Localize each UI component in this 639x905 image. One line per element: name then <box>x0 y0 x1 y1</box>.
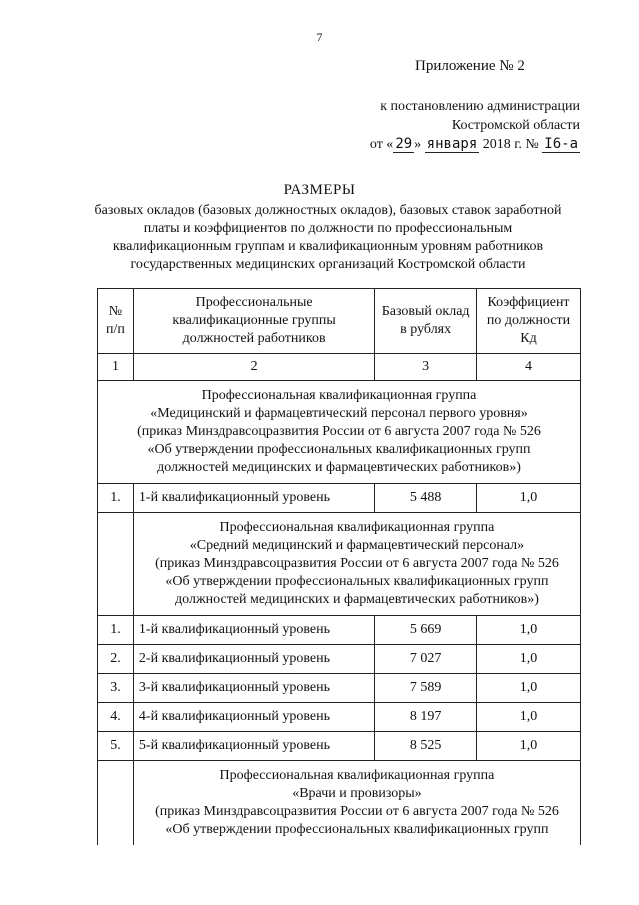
group-line: Профессиональная квалификационная группа <box>219 520 495 535</box>
row-number: 1. <box>98 616 134 645</box>
index-cell: 4 <box>477 354 581 381</box>
row-salary: 5 669 <box>375 616 477 645</box>
group-3-description <box>133 761 580 846</box>
decree-number: I6-а <box>544 136 578 152</box>
group-header-row <box>98 761 581 846</box>
table-index-row <box>98 354 581 381</box>
row-level: 4-й квалификационный уровень <box>133 703 374 732</box>
group-line: «Средний медицинский и фармацевтический персонал» <box>189 538 525 553</box>
row-level: 2-й квалификационный уровень <box>133 645 374 674</box>
decree-date-line <box>360 135 580 154</box>
row-coefficient: 1,0 <box>477 645 581 674</box>
index-cell: 1 <box>98 354 134 381</box>
row-level: 3-й квалификационный уровень <box>133 674 374 703</box>
table-row <box>98 484 581 513</box>
row-salary: 7 027 <box>375 645 477 674</box>
table-row <box>98 703 581 732</box>
group-line: «Врачи и провизоры» <box>292 786 422 801</box>
group-line: «Об утверждении профессиональных квалификационных групп <box>165 822 549 837</box>
decree-reference <box>360 97 580 154</box>
header-group: Профессиональные квалификационные группы должностей работников <box>133 289 374 354</box>
group-line: должностей медицинских и фармацевтических работников») <box>157 460 521 475</box>
group-empty-cell <box>98 761 134 846</box>
group-1-description <box>98 381 581 484</box>
row-coefficient: 1,0 <box>477 732 581 761</box>
appendix-label: Приложение № 2 <box>415 58 525 74</box>
salary-table <box>97 288 581 845</box>
decree-month: января <box>426 136 478 152</box>
decree-quote-close: » <box>414 137 422 152</box>
table-row <box>98 732 581 761</box>
group-line: Профессиональная квалификационная группа <box>219 768 495 783</box>
decree-line-2: Костромской области <box>451 118 580 133</box>
group-header-row <box>98 513 581 616</box>
table-row <box>98 645 581 674</box>
group-line: (приказ Минздравсоцразвития России от 6 августа 2007 года № 526 <box>137 424 541 439</box>
group-line: «Медицинский и фармацевтический персонал первого уровня» <box>150 406 528 421</box>
document-subtitle: базовых окладов (базовых должностных окладов), базовых ставок заработной платы и коэффициентов по должности по профессиональным квалификационным группам и квалификационным уровням работников государственных медицинских организаций Костромской области <box>94 203 562 272</box>
row-coefficient: 1,0 <box>477 703 581 732</box>
index-cell: 3 <box>375 354 477 381</box>
group-line: «Об утверждении профессиональных квалификационных групп <box>147 442 531 457</box>
header-coefficient: Коэффициент по должности Кд <box>477 289 581 354</box>
row-salary: 8 197 <box>375 703 477 732</box>
group-line: (приказ Минздравсоцразвития России от 6 августа 2007 года № 526 <box>155 556 559 571</box>
row-number: 4. <box>98 703 134 732</box>
row-salary: 5 488 <box>375 484 477 513</box>
row-coefficient: 1,0 <box>477 674 581 703</box>
row-level: 1-й квалификационный уровень <box>133 484 374 513</box>
row-coefficient: 1,0 <box>477 484 581 513</box>
group-2-description <box>133 513 580 616</box>
row-salary: 7 589 <box>375 674 477 703</box>
header-salary: Базовый оклад в рублях <box>375 289 477 354</box>
index-cell: 2 <box>133 354 374 381</box>
table-row <box>98 674 581 703</box>
decree-line-1: к постановлению администрации <box>380 99 580 114</box>
row-coefficient: 1,0 <box>477 616 581 645</box>
group-line: (приказ Минздравсоцразвития России от 6 августа 2007 года № 526 <box>155 804 559 819</box>
row-number: 3. <box>98 674 134 703</box>
row-number: 5. <box>98 732 134 761</box>
table-row <box>98 616 581 645</box>
group-line: должностей медицинских и фармацевтических работников») <box>175 592 539 607</box>
header-number: № п/п <box>98 289 134 354</box>
row-number: 1. <box>98 484 134 513</box>
row-salary: 8 525 <box>375 732 477 761</box>
document-title: РАЗМЕРЫ <box>283 182 356 198</box>
group-empty-cell <box>98 513 134 616</box>
decree-day: 29 <box>395 136 413 152</box>
page-number: 7 <box>316 30 323 44</box>
group-line: «Об утверждении профессиональных квалификационных групп <box>165 574 549 589</box>
group-header-row <box>98 381 581 484</box>
group-line: Профессиональная квалификационная группа <box>201 388 477 403</box>
decree-year: 2018 г. № <box>482 137 539 152</box>
row-level: 5-й квалификационный уровень <box>133 732 374 761</box>
row-number: 2. <box>98 645 134 674</box>
table-header-row <box>98 289 581 354</box>
row-level: 1-й квалификационный уровень <box>133 616 374 645</box>
decree-from: от « <box>369 137 394 152</box>
